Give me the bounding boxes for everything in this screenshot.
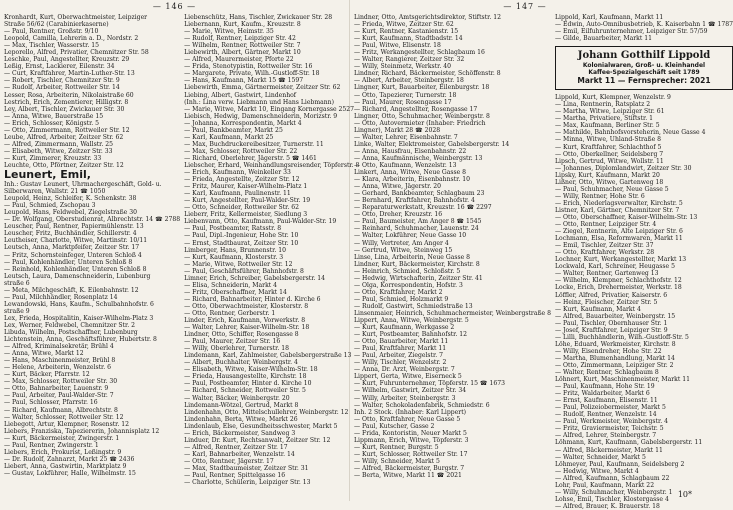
directory-entry: — Richard, Schneider, Rottweiler Str. 5 — [184, 387, 306, 395]
directory-entry: — Alfred, Brauer, K. Brauerstr. 18 — [554, 502, 660, 510]
directory-entry: — Kurt, Kaufmann, Werkgasse 2 — [354, 324, 455, 332]
directory-entry: Lindemann, Karl, Zahlmeister, Gabelsbergerstraße 13 — [184, 352, 352, 360]
directory-entry: Straße 56/62 (Carabinierkaserne) — [4, 21, 109, 29]
directory-entry: — Kurt, Bäcker, Pfarrstr. 12 — [4, 371, 90, 379]
page-number: — 147 — — [503, 2, 547, 11]
directory-entry: — Paul, Arbeiter, Ziegelstr. 7 — [354, 352, 443, 360]
directory-entry: Leupold, Heinz, Schleifer, K. Schenkstr. 38 — [4, 195, 137, 203]
directory-entry: — Kurt, Kraftfahrer, Schlachthof 5 — [554, 143, 662, 151]
directory-entry: Lipsky, Kurt, Kaufmann, Markt 20 — [554, 171, 660, 179]
column-4 — [554, 14, 733, 510]
directory-entry: — Walter, Lehrer, Kaiser-Wilhelm-Str. 18 — [184, 324, 310, 332]
directory-entry: — Fritz, Schornsteinfeger, Unteren Schloß 4 — [4, 251, 142, 259]
directory-entry: straße 9 — [4, 307, 30, 315]
directory-entry: — Olga, Korrespondentin, Hofstr. 3 — [354, 281, 463, 289]
directory-entry: Linse, Lina, Arbeiterin, Neue Gasse 8 — [354, 253, 471, 261]
directory-entry: — Lilli, Buchhändlerin, Wilh.-Gustloff-Str. 5 — [554, 333, 689, 341]
directory-entry: — Max, Stadtbaumeister, Zeitzer Str. 31 — [184, 465, 309, 472]
directory-entry: — Reinhold, Kohlenhändler, Unteren Schloß 8 — [4, 265, 147, 273]
directory-entry: — Berta, Witwe, Markt 11 ☎ 2021 — [354, 472, 462, 480]
directory-entry: — Walter, Rangierer, Zeitzer Str. 32 — [354, 56, 465, 64]
directory-entry: — Paul, Dipl.-Ingenieur, Hohe Str. 10 — [184, 232, 299, 240]
page-footer-mark: 10* — [677, 490, 692, 499]
directory-entry: — Kurt, Kaufmann, Markt 4 — [554, 305, 641, 313]
directory-entry: — Walter, Rentner, Schlagbaum 8 — [554, 369, 659, 377]
directory-entry: Lohse, Emil, Tischler, Klostergasse 4 — [554, 495, 669, 503]
directory-entry: — Otto, Kaufmann, Wenzelstr. 13 — [354, 161, 457, 169]
directory-entry: — Erich, Bäckermeister, Sandweg 3 — [184, 429, 296, 437]
directory-entry: — Otto, Kraftfahrer, Markt 2 — [354, 288, 443, 296]
directory-entry: Leuscher, Paul, Rentner, Papiermühlenstr. 13 — [4, 223, 144, 231]
directory-entry: — Marie, Witwe, Heimstr. 35 — [184, 28, 274, 36]
directory-entry: Lippmann, Erich, Witwe, Töpferstr. 3 — [354, 436, 469, 444]
directory-entry: — Kurt, Rentner, Burgstr. 5 — [354, 443, 439, 451]
directory-entry: — Alfred, Kaufmann, Schlagbaum 22 — [554, 474, 670, 482]
directory-entry: — Willy, Oberlehrer, Turnerstr. 18 — [184, 345, 290, 353]
directory-entry: — Ziegel, Rentnerin, Alte Leipziger Str. 6 — [554, 228, 683, 236]
directory-entry: — Paul, Witwe, Elisenstr. 18 — [354, 42, 441, 50]
directory-entry: — Frieda, Witwe, Zeitzer Str. 62 — [354, 21, 454, 29]
ad-phone: Markt 11 — Fernsprecher: 2021 — [577, 76, 711, 86]
directory-entry: — Josef, Kraftfahrer, Leipziger Str. 9 — [554, 326, 668, 334]
directory-entry: — Meta, Milchgeschäft, K. Eilenbahnstr. 12 — [4, 286, 139, 294]
directory-entry: — Ernst, Stadtbaurat, Zeitzer Str. 10 — [184, 239, 299, 247]
directory-entry: Leutheiser, Charlotte, Witwe, Martinstr. 10/11 — [4, 237, 148, 245]
directory-entry: Lippert, Anna, Witwe, Weinbergstr. 5 — [354, 317, 469, 325]
directory-entry: — Kurt, Rentner, Kastanienstr. 15 — [354, 28, 459, 36]
directory-entry: — Paul, Kutscher, Gasse 2 — [354, 422, 435, 430]
directory-entry: Lesser, Rosa, Arbeiterin, Nikolaistraße 60 — [4, 91, 134, 99]
directory-entry: — Martha, Witwe, Leipziger Str. 61 — [554, 108, 665, 116]
directory-entry: — Robert, Tischler, Chemnitzer Str. 9 — [4, 77, 120, 85]
directory-entry: — Paul, Schlosser, Pfarrstr. 16 — [4, 399, 98, 407]
directory-entry: — Otto, Rentner, Leipziger Str. 4 — [554, 221, 657, 229]
directory-entry: — Frida, Stenotypistin, Rottweiler Str. 16 — [184, 63, 313, 71]
directory-entry: — Otto, Oberwachtmeister, Klosterstr. 8 — [184, 302, 309, 310]
directory-entry: Lindner, Richard, Bäckermeister, Schöffenstr. 8 — [354, 70, 501, 78]
directory-entry: — Johanna, Korrespondentin, Markt 4 — [184, 119, 302, 127]
directory-entry: — Charlotte, Schülerin, Leipziger Str. 13 — [184, 479, 311, 487]
directory-entry: Lindner, Otto, Amtsgerichtsdirektor, Stiftstr. 12 — [354, 14, 501, 21]
directory-entry: Lichtenstein, Anna, Geschäftsführer, Hubertstr. 8 — [4, 336, 157, 344]
directory-entry: Lindenlaub, Else, Gesundheitsschwester, Markt 5 — [184, 422, 338, 430]
directory-entry: — Paul, Kraftfahrer, Markt 11 — [354, 345, 447, 353]
directory-entry: — Heinz, Fleischer, Zeitzer Str. 5 — [554, 298, 658, 306]
directory-entry: — Albert, Buchhalter, Weinbergstr. 4 — [184, 359, 298, 367]
directory-entry: Lippold, Karl, Kaufmann, Markt 11 — [554, 14, 664, 21]
directory-entry: Lindner, Kurt, Bäckermeister, Kirchstr. 8 — [354, 260, 480, 268]
directory-entry: — Kurt, Angestellter, Paul-Walder-Str. 19 — [184, 197, 311, 205]
directory-entry: — Hans, Kaufmann, Markt 15 ☎ 1597 — [184, 77, 304, 85]
directory-entry: — Walter, Schokoladenfabrik, Schmiedstr. 6 — [354, 401, 490, 409]
directory-entry: — Kurt, Bäckermeister, Zwingerstr. 1 — [4, 434, 120, 442]
directory-entry: — Lina, Rentnerin, Ratsplatz 2 — [554, 101, 651, 109]
directory-entry: — Kurt, Kaufmann, Klosterstr. 3 — [184, 253, 284, 261]
directory-entry: — Fritz, Graviermeister, Teichstr. 5 — [554, 425, 664, 433]
directory-entry: Lockwald, Karl, Schreiner, Heugasse 5 — [554, 263, 675, 271]
directory-entry: — Max, Schlosser, Rottweiler Str. 22 — [184, 147, 298, 155]
directory-entry: Lipsch, Gertrud, Witwe, Wollstr. 11 — [554, 157, 664, 165]
directory-entry: — Ernst, Kaufmann, Elisenstr. 11 — [554, 397, 658, 405]
directory-entry: — Willy, Arbeiter, Steinbergstr. 3 — [354, 394, 456, 402]
directory-entry: Lex, Frieda, Hospitalitin, Kaiser-Wilhelm-Platz 3 — [4, 314, 154, 322]
directory-entry: — Alfred, Zimmermann, Wallstr. 25 — [4, 140, 114, 148]
directory-entry: (Inh.: Lina verw. Liebmann und Hans Liebmann) — [184, 98, 334, 106]
directory-entry: — Willy, Rentner, Hohe Str. 6 — [554, 192, 645, 200]
directory-entry: Leutsch, Anna, Marktpfeifer, Zeitzer Str. 17 — [4, 244, 140, 252]
directory-entry: — Paul, Schmied, Zschopau 3 — [4, 202, 96, 210]
directory-entry: Löhmeyer, Paul, Kaufmann, Seidelsberg 2 — [554, 460, 685, 468]
directory-entry: Limner, Erich, Schreiber, Gabelsbergerstr. 14 — [184, 274, 326, 282]
ad-line-1: Kolonialwaren, Groß- u. Kleinhandel — [582, 62, 706, 70]
directory-entry: — Martha, Privatiere, Stiftstr. 1 — [554, 115, 653, 123]
directory-entry: — Willy, Tischler, Wenzelstr. 2 — [354, 359, 447, 367]
directory-entry: — Anna, Hausfrau, Eisenbahnstr. 22 — [354, 147, 467, 155]
advertisement-box — [555, 46, 733, 90]
directory-entry: — Gilde, Bauarbeiter, Markt 11 — [554, 35, 652, 43]
directory-entry: — Otto, Bauarbeiter, Markt 11 — [354, 338, 449, 346]
directory-entry: — Paul, Rentner, Zwingerstr. 1 — [4, 441, 99, 449]
directory-entry: — Martha, Blumenhandlung, Markt 14 — [554, 354, 675, 362]
directory-entry: — Curt, Kraftfahrer, Martin-Luther-Str. 13 — [4, 70, 135, 78]
directory-entry: Linduer, Dr. Kurt, Rechtsanwalt, Zeitzer Str. 12 — [184, 436, 331, 444]
directory-entry: — Otto, Tapezierer, Turnerstr. 18 — [354, 91, 457, 99]
directory-entry: — Willy, Eisendreher, Hohe Str. 22 — [554, 347, 662, 355]
directory-entry: — Richard, Kaufmann, Albrechtstr. 8 — [4, 406, 118, 414]
directory-entry: — Rudolf, Gastwirt, Schmiedstraße 13 — [354, 302, 473, 310]
directory-entry: — Paul, Schmied, Holzmarkt 9 — [354, 295, 449, 303]
directory-entry: Listner, Karl, Gärtner, Chemnitzer Str. 7 — [554, 206, 680, 214]
directory-entry: — Johannes, Diplomlandwirt, Zeitzer Str. 30 — [554, 164, 692, 172]
directory-entry: — Kurt, Fuhrunternehmer, Töpferstr. 15 ☎ 1673 — [354, 380, 505, 388]
directory-entry: — Otto, Oberkellner, Seidelsberg 7 — [554, 150, 664, 158]
ad-line-2: Kaffee-Spezialgeschäft seit 1789 — [588, 69, 700, 77]
directory-entry: Leunert, Emil, — [4, 168, 91, 182]
directory-entry: Liebegott, Artur, Klempner, Rosenstr. 12 — [4, 420, 130, 428]
directory-entry: Leuscher, Fritz, Buchhändler, Schillerstr. 4 — [4, 230, 137, 238]
directory-entry: — Margarete, Private, Wilh.-Gustloff-Str. 18 — [184, 70, 320, 78]
directory-entry: — Hedwig, Wirtschafterin, Zeitzer Str. 41 — [354, 274, 483, 282]
directory-entry: Löhe, Eduard, Werkmeister, Kirchstr. 8 — [554, 340, 676, 348]
directory-entry: Liebers, Erich, Prokurist, Leßingstr. 9 — [4, 448, 122, 456]
directory-entry: — Paul, Kaufmann, Hohe Str. 19 — [554, 383, 655, 391]
directory-entry: — Kurt, Zimmerer, Kreuzstr. 33 — [4, 154, 102, 162]
directory-entry: — Wilhelm, Gastwirt, Zeitzer Str. 34 — [354, 387, 467, 395]
directory-entry: — Willy, Schneider, Markt 5 — [354, 457, 440, 465]
directory-entry: Leube, Alfred, Arbeiter, Zeitzer Str. 62 — [4, 133, 124, 141]
directory-entry: — Minna, Witwe, Uhland-Straße 8 — [554, 136, 661, 144]
directory-entry: — Otto, Autovermieter (Inhaber: Friedrich — [354, 119, 486, 127]
directory-entry: — Paul, Werkmeister, Weinbergstr. 4 — [554, 418, 668, 426]
directory-entry: Leuchte, Otto, Pförtner, Zeitzer Str. 12 — [4, 161, 124, 169]
directory-entry: — Emil, Tischler, Zeitzer Str. 37 — [554, 242, 654, 250]
column-3 — [354, 14, 551, 501]
directory-entry: — Hedwig, Witwe, Markt 4 — [554, 467, 639, 475]
directory-entry: — Alfred, Bauarbeiter, Weinbergstr. 15 — [554, 312, 676, 320]
directory-entry: — Paul, Milchhändler, Rosenplatz 14 — [4, 293, 118, 301]
directory-entry: Lieberr, Fritz, Kellermeister, Siedlung 3 — [184, 211, 308, 219]
directory-entry: — Paul, Maurer, Zeitzer Str. 16 — [184, 338, 281, 346]
directory-entry: — Alfred, Lehrer, Steinbergstr. 7 — [554, 432, 657, 440]
directory-entry: — Frieda, Angestellte, Zeitzer Str. 12 — [184, 176, 300, 184]
directory-entry: — Max, Schlosser, Rottweiler Str. 30 — [4, 378, 118, 386]
directory-entry: — Max, Buchdruckereibesitzer, Turnerstr. 11 — [184, 140, 324, 148]
directory-entry: Limberger, Hans, Brunnenstr. 10 — [184, 246, 286, 254]
directory-entry: — Bernhard, Kraftfahrer, Bahnhofstr. 4 — [354, 197, 475, 205]
directory-entry: Liebewirth, Emma, Gärtnermeister, Zeitzer Str. 62 — [184, 84, 341, 92]
directory-entry: — Willy, Schuhmacher, Weinbergstr. 1 — [554, 488, 673, 496]
directory-entry: — Elisabeth, Witwe, Kaiser-Wilhelm-Str. 18 — [184, 366, 318, 374]
directory-entry: Liebernann, Kurt, Kaufm., Kreuzstr. 8 — [184, 21, 301, 29]
directory-entry: Linkert, Anna, Witwe, Neue Gasse 8 — [354, 169, 467, 177]
directory-entry: Linder, Erich, Kaufmann, Vorwerkstr. 8 — [184, 317, 306, 325]
directory-entry: Lingner, Kurt, Bauarbeiter, Eilenburgstr. 18 — [354, 84, 490, 92]
directory-entry: — Reinhard, Schuhmacher, Lauenstr. 24 — [354, 225, 479, 233]
directory-entry: Lindemann-Wötzel, Gertrud, Markt 8 — [184, 401, 299, 409]
directory-entry: — Paul, Postbeamter, Hinter d. Kirche 10 — [184, 380, 312, 388]
directory-entry: Leßig, Ernst, Lackierer, Eilenstr. 34 — [4, 63, 115, 71]
directory-entry: Libuda, Wilhelm, Postschaffner, Lubenburg — [4, 329, 138, 337]
directory-entry: — Anna, Witwe, Jägerstr. 20 — [354, 183, 441, 191]
directory-entry: — Richard, Oberlehrer, Jägerstr. 5 ☎ 1461 — [184, 154, 317, 162]
directory-entry: Liebing, Albert, Gastwirt, Lindenhof — [184, 91, 297, 99]
directory-entry: — Otto, Dreher, Kreuzstr. 16 — [354, 211, 443, 219]
directory-entry: — Wilhelm, Klempner, Schlachthofstr. 12 — [554, 277, 682, 285]
directory-entry: Leschke, Paul, Angestellter, Kreuzstr. 29 — [4, 56, 130, 64]
directory-entry: Löhmann, Kurt, Kaufmann, Gabelsbergerstr. 11 — [554, 439, 703, 447]
page-number: — 146 — — [152, 2, 197, 11]
directory-entry: — Otto, Kraftfahrer, Neue Gasse 5 — [354, 415, 461, 423]
directory-entry: — Anna, Witwe, Bauerstraße 15 — [4, 112, 104, 120]
directory-entry: — Walter, Schlosser, Rottweiler Str. 12 — [4, 413, 124, 421]
directory-entry: — Otto, Rentner, Gerberstr. 1 — [184, 309, 276, 317]
directory-entry: — Kurt, Postbeamter, Bahnhofstr. 12 — [354, 331, 468, 339]
directory-entry: — Dr. Rudolf, Zahnarzt, Markt 25 ☎ 2436 — [4, 455, 135, 463]
directory-entry: — Otto, Schneider, Rottweiler Str. 62 — [184, 204, 300, 212]
directory-entry: Locke, Erich, Drehermeister, Werkstr. 18 — [554, 284, 682, 292]
directory-entry: — Elisabeth, Witwe, Zeitzer Str. 33 — [4, 147, 113, 155]
right-page — [350, 0, 733, 510]
directory-entry: Leporello, Alfred, Privatier, Chemnitzer Str. 58 — [4, 49, 149, 57]
directory-entry: — Max, Tischler, Wasserstr. 15 — [4, 42, 99, 50]
directory-entry: — Rudolf, Arbeiter, Rottweiler Str. 14 — [4, 84, 120, 92]
directory-entry: — Anna, Witwe, Markt 12 — [4, 350, 84, 358]
directory-entry: — Marie, Witwe, Markt 10, Eingang Kornergasse 2527 — [184, 105, 355, 113]
directory-entry: — Kurt, Schlosser, Rottweiler Str. 17 — [354, 450, 468, 458]
directory-entry: — Max, Kaufmann, Berliner Str. 5 — [554, 122, 660, 130]
directory-entry: — Karl, Kaufmann, Paulinenstr. 11 — [184, 190, 291, 198]
directory-entry: — Erich, Kaufmann, Weinkeller 33 — [184, 169, 291, 177]
directory-entry: Liebers, Franziska, Tapeziererin, Johannisplatz 12 — [4, 427, 160, 435]
directory-entry: Lindner, Otto, Schiffer, Rosengasse 8 — [184, 331, 299, 339]
directory-entry: — Elisa, Schneiderin, Markt 4 — [184, 281, 278, 289]
directory-entry: — Klara, Arbeiterin, Eisenbahnstr. 10 — [354, 176, 470, 184]
column-2 — [184, 14, 359, 501]
directory-entry: — Paul, Polizeiobermeister, Markt 5 — [554, 404, 666, 412]
directory-entry: Liebscher, Erhard, Weinhandlungsreisender, Töpferstr. 8 — [184, 161, 360, 169]
directory-entry: — Wilhelm, Rentner, Rottweiler Str. 7 — [184, 42, 301, 50]
directory-entry: Lohr, Paul, Kaufmann, Markt 22 — [554, 481, 655, 489]
left-page — [0, 0, 360, 501]
directory-entry: Lißner, Otto, Witwe, Gartenweg 18 — [554, 178, 664, 186]
directory-entry: Lochner, Kurt, Werkangestellter, Markt 13 — [554, 256, 687, 264]
directory-entry: — Helene, Arbeiterin, Wenzelstr. 6 — [4, 364, 112, 372]
directory-entry: — Reparaturwerkstatt, Kreuzstr. 16 ☎ 2297 — [354, 204, 492, 212]
directory-entry: Linsenmaier, Heinrich, Schuhmachermeister, Weinbergstraße 8 — [354, 309, 551, 317]
directory-entry: Inh.: Gustav Leunert, Uhrmachergeschäft, Gold- u. — [4, 181, 162, 189]
directory-entry: Lingner, Otto, Schuhmacher, Weinbergstr. 8 — [354, 112, 490, 120]
column-1 — [4, 14, 180, 501]
directory-entry: — Otto, Rentner, Jägerstr. 17 — [184, 457, 274, 465]
directory-entry: — Kurt, Kaufmann, Stadtbadstr. 14 — [354, 35, 463, 43]
directory-entry: Lippert, Gerta, Witwe, Eiserneck 5 — [354, 373, 462, 381]
directory-entry: — Paul, Bankbeamter, Markt 25 — [184, 126, 283, 134]
directory-entry: — Gustav, Lokführer, Halle, Wilhelmstr. 15 — [4, 469, 136, 477]
directory-entry: Inh. 2 Stock. (Inhaber: Karl Lippert) — [354, 408, 467, 416]
directory-entry: Ley, Albert, Tischler, Zwickauer Str. 30 — [4, 105, 125, 113]
directory-entry: Leopold, Camilla, Lehrerin a. D., Nordstr. 2 — [4, 35, 139, 43]
directory-entry: — Anna, Dr. Arzt, Weinbergstr. 7 — [354, 366, 455, 374]
directory-entry: straße 6 — [4, 279, 30, 287]
directory-entry: — Rudolf, Rentner, Wenzelstr. 14 — [554, 411, 657, 419]
directory-entry: — Alfred, Kriminalsekretär, Brühl 4 — [4, 343, 114, 351]
directory-entry: Liebewirth, Albert, Gärtner, Markt 10 — [184, 49, 301, 57]
directory-entry: Liebenschütz, Hans, Tischler, Zwickauer Str. 28 — [184, 14, 333, 21]
directory-entry: — Willy, Vertreter, Am Anger 4 — [354, 239, 449, 247]
directory-entry: — Otto, Bahnarbeiter, Lauenstr. 9 — [4, 385, 109, 393]
directory-entry: — Walter, Rentner, Gartenweg 13 — [554, 270, 659, 278]
directory-entry: — Otto, Zimmermann, Leipziger Str. 2 — [554, 361, 674, 369]
directory-entry: — Alfred, Bäckermeister, Burgstr. 7 — [354, 465, 465, 472]
directory-entry: Silberwaren, Wallstr. 21 ☎ 1050 — [4, 188, 106, 196]
directory-entry: — Anna, Kaufmännische, Weinbergstr. 13 — [354, 154, 483, 162]
directory-entry: — Walter, Schneider, Markt 5 — [554, 453, 646, 461]
directory-entry: Leutsch, Laura, Damenschneiderin, Lubenburg — [4, 272, 151, 280]
directory-entry: — Paul, Maurer, Rosengasse 17 — [354, 98, 452, 106]
directory-entry: — Gerhard, Bankbeamter, Schlagbaum 23 — [354, 190, 485, 198]
directory-entry: Lewandowski, Hans, Kaufm., Schulbahnhofstr. 6 — [4, 300, 154, 308]
directory-entry: — Edwin, Auto-Omnibusbetrieb, K. Kaiserbahn 1 ☎ 1787 — [554, 21, 733, 29]
directory-entry: — Fritz, Maurer, Kaiser-Wilhelm-Platz 1 — [184, 183, 308, 191]
directory-entry: — Fritz, Waldarbeiter, Markt 6 — [554, 390, 650, 398]
directory-entry: — Richard, Bahnarbeiter, Hinter d. Kirche 6 — [184, 295, 321, 303]
directory-entry: Kronhardt, Kurt, Oberwachtmeister, Leipziger — [4, 14, 148, 21]
directory-entry: — Fritz, Werkangestellter, Schlagbaum 16 — [354, 49, 485, 57]
directory-entry: — Paul, Tischler, Obernhauser Str. 1 — [554, 319, 668, 327]
directory-entry: — Frida, Kontoristin, Neuer Markt 5 — [354, 429, 467, 437]
directory-entry: Lingner), Markt 28 ☎ 2028 — [354, 126, 441, 134]
directory-entry: — Paul, Kohlenhändler, Unteren Schloß 8 — [4, 258, 133, 266]
directory-entry: — Walter, Lokführer, Neue Gasse 10 — [354, 232, 467, 240]
directory-entry: Liebert, Anna, Gastwirtin, Marktplatz 9 — [4, 462, 127, 470]
directory-entry: — Emil, Eilfuhrunternehmer, Leipziger Str. 57/59 — [554, 28, 708, 36]
directory-entry: Löffler, Alfred, Privatier, Kaiserstr. 6 — [554, 291, 668, 299]
directory-entry: Löhnert, Kurt, Maschinenmeister, Markt 11 — [554, 376, 690, 384]
directory-entry: — Karl, Kaufmann, Markt 25 — [184, 133, 274, 141]
directory-entry: Linke, Walter, Elektromeister, Gabelsbergerstr. 14 — [354, 140, 510, 148]
directory-entry: Liebisch, Hedwig, Damenschneiderin, Morizstr. 9 — [184, 112, 338, 120]
directory-entry: — Heinrich, Schmied, Schloßstr. 5 — [354, 267, 461, 275]
directory-entry: Liebenvann, Otto, Kaufmann, Paul-Walder-Str. 19 — [184, 218, 337, 226]
directory-entry: Leupold, Hans, Feldwebel, Ziegelstraße 30 — [4, 209, 137, 217]
directory-entry: — Karl, Bahnarbeiter, Wenzelstr. 14 — [184, 450, 295, 458]
directory-entry: Lestrich, Erich, Zementierer, Hilligstr. 8 — [4, 98, 129, 106]
ad-company-name: Johann Gotthilf Lippold — [577, 50, 711, 62]
directory-entry: — Otto, Kraftfahrer, Werkstr. 28 — [554, 249, 655, 257]
directory-entry: — Walter, Lehrer, Eisenbahnstr. 7 — [354, 133, 458, 141]
directory-entry: — Hans, Maschinenmeister, Brühl 8 — [4, 357, 116, 365]
directory-entry: — Mathilde, Bahnhofsvorsteherin, Neue Gasse 4 — [554, 129, 706, 137]
directory-entry: — Alfred, Rentner, Zeitzer Str. 17 — [184, 443, 288, 451]
directory-entry: — Erich, Schlosser, Königstr. 5 — [4, 119, 100, 127]
directory-entry: — Otto, Oberschaffner, Kaiser-Wilhelm-Str. 13 — [554, 213, 698, 221]
directory-entry: — Frieda, Hausangestellte, Kirchstr. 18 — [184, 373, 307, 381]
directory-entry: — Paul, Baumeister, Am Anger 8 ☎ 1545 — [354, 218, 482, 226]
directory-entry: — Paul, Geschäftsführer, Bahnhofstr. 8 — [184, 267, 304, 275]
directory-entry: — Marie, Witwe, Rottweiler Str. 12 — [184, 260, 293, 268]
directory-entry: Lindenhahn, Otto, Mittelschullehrer, Weinbergstr. 12 — [184, 408, 349, 416]
directory-entry: Lex, Werner, Feldwebel, Chemnitzer Str. 2 — [4, 321, 135, 329]
directory-entry: — Paul, Rentner, Großstr. 9/10 — [4, 28, 99, 36]
directory-entry: — Fritz, Oberschaffner, Markt 14 — [184, 288, 287, 296]
directory-entry: — Albert, Arbeiter, Steinbergstr. 18 — [354, 77, 464, 85]
directory-entry: — Willy, Steinmetz, Werkstr. 40 — [354, 63, 451, 71]
directory-entry: — Paul, Postbeamter, Ratsstr. 8 — [184, 225, 282, 233]
directory-entry: — Dr. Wolfgang, Oberstudienrat, Albrechtstr. 14 ☎ 2788 — [4, 216, 181, 224]
directory-entry: Lindenhahn, Berta, Witwe, Markt 26 — [184, 415, 298, 423]
directory-entry: — Gertrud, Witwe, Steinweg 15 — [354, 246, 453, 254]
directory-entry: — Richard, Angestellter, Rosengasse 17 — [354, 105, 478, 113]
directory-entry: — Otto, Zimmermann, Rottweiler Str. 12 — [4, 126, 130, 134]
directory-entry: Lochmann, Elsa, Reformwaren, Markt 11 — [554, 235, 683, 243]
directory-entry: — Walter, Bäcker, Weinbergstr. 20 — [184, 394, 290, 402]
directory-entry: — Erich, Niederlagsverwalter, Kirchstr. 5 — [554, 199, 683, 207]
directory-entry: Lippold, Kurt, Klempner, Wenzelstr. 9 — [554, 94, 671, 102]
directory-entry: — Paul, Arbeiter, Paul-Walder-Str. 7 — [4, 392, 114, 400]
directory-entry: — Rudolf, Rentner, Leipziger Str. 42 — [184, 35, 296, 43]
directory-entry: — Paul, Rentner, Spittelgasse 16 — [184, 472, 286, 480]
directory-entry: — Paul, Schuhmacher, Neue Gasse 5 — [554, 185, 669, 193]
directory-entry: — Alfred, Bäckermeister, Markt 11 — [554, 446, 663, 454]
directory-entry: — Alfred, Maurermeister, Pforte 22 — [184, 56, 294, 64]
